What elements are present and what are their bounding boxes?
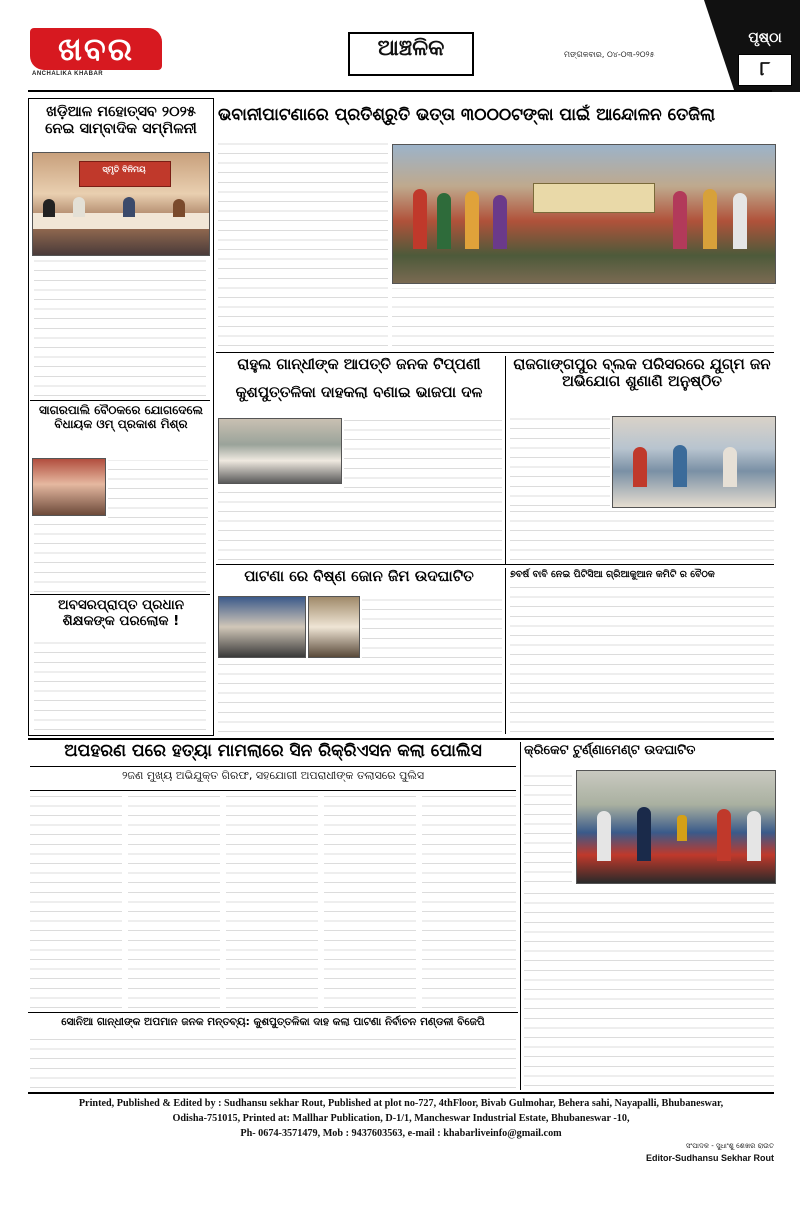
gym-body xyxy=(362,596,502,658)
divider xyxy=(30,790,516,791)
rahul-headline-2: କୁଶପୁତ୍ତଳିକା ଦାହକଲା ବଣାଇ ଭାଜପା ଦଳ xyxy=(235,383,483,401)
divider xyxy=(30,400,210,401)
murder-body-col2 xyxy=(128,796,220,1008)
kharijala-banner-text: ସ୍ମୃତି ବିନିମୟ xyxy=(102,165,146,174)
sonia-headline: ସୋନିଆ ଗାନ୍ଧୀଙ୍କ ଅପମାନ ଜନକ ମନ୍ତବ୍ୟ: କୁଶପୁତ୍ତଳିକା ଦାହ କଲା ପାଟଣା ନିର୍ବାଚନ ମଣ୍ଡଳୀ ବିଜେପି xyxy=(61,1016,485,1028)
kharijala-headline: ଖଡ଼ିଆଳ ମହୋତ୍ସବ ୨୦୨୫ ନେଇ ସାମ୍ବାଦିକ ସମ୍ମିଳନୀ xyxy=(45,104,197,137)
murder-subhead: ୨ଜଣ ମୁଖ୍ୟ ଅଭିଯୁକ୍ତ ଗିରଫ, ସହଯୋଗୀ ଅପରାଧୀଙ୍କ ତଲାସରେ ପୁଲିସ xyxy=(121,769,425,782)
cricket-body xyxy=(524,770,572,882)
rajgangpur-body-2 xyxy=(510,510,774,560)
murder-body-col1 xyxy=(30,796,122,1008)
divider xyxy=(28,738,774,740)
editor-odia: ସଂପାଦକ - ସୁଧାଂଶୁ ଶେଖର ରାଉତ xyxy=(685,1142,774,1150)
murder-body-col3 xyxy=(226,796,318,1008)
sagarpali-headline: ସାଗରପାଲି ବୈଠକରେ ଯୋଗଦେଲେ ବିଧାୟକ ଓମ୍ ପ୍ରକାଶ ମିଶ୍ର xyxy=(39,403,203,431)
protest-banner xyxy=(533,183,655,213)
bhawanipatna-headline: ଭବାନୀପାଟଣାରେ ପ୍ରତିଶ୍ରୁତି ଭତ୍ତା ୩୦୦୦ଟଙ୍କା ପାଇଁ ଆନ୍ଦୋଳନ ତେଜିଲା xyxy=(218,105,716,125)
gym-photo-2 xyxy=(308,596,360,658)
divider xyxy=(216,564,774,565)
section-label: ଆଞ୍ଚଳିକ xyxy=(377,36,445,61)
cricket-body-2 xyxy=(524,886,774,1086)
divider xyxy=(28,1012,518,1013)
divider xyxy=(30,594,210,595)
rahul-body xyxy=(344,418,502,488)
footer-line-1: Printed, Published & Edited by : Sudhansu sekhar Rout, Published at plot no-727, 4thFloor, Bivab Gulmohar, Behera sahi, Nayapalli, Bhubaneswar, xyxy=(78,1098,724,1109)
rahul-headline-1: ରାହୁଲ ଗାନ୍ଧୀଙ୍କ ଆପତ୍ତି ଜନକ ଟିପ୍ପଣୀ xyxy=(237,355,481,373)
logo-subtext: ANCHALIKA KHABAR xyxy=(32,71,104,77)
footer-rule xyxy=(28,1092,774,1094)
murder-body-col5 xyxy=(422,796,516,1008)
gym-headline: ପାଟଣା ରେ ବିଷ୍ଣ ଜୋନ ଜିମ ଉଦଘାଟିତ xyxy=(244,567,474,585)
bhawanipatna-body-2 xyxy=(392,288,774,346)
editor-en: Editor-Sudhansu Sekhar Rout xyxy=(645,1153,774,1163)
divider xyxy=(505,568,506,734)
sonia-body xyxy=(30,1036,516,1088)
masthead-rule xyxy=(28,90,772,92)
page-number: ୮ xyxy=(759,56,771,80)
murder-body-col4 xyxy=(324,796,416,1008)
kharijala-body xyxy=(34,260,206,396)
rajgangpur-photo xyxy=(612,416,776,508)
cricket-headline: କ୍ରିକେଟ ଟୁର୍ଣ୍ଣାମେଣ୍ଟ ଉଦଘାଟିତ xyxy=(524,743,696,758)
rahul-body-2 xyxy=(218,490,502,560)
teacher-headline: ଅବସରପ୍ରାପ୍ତ ପ୍ରଧାନ ଶିକ୍ଷକଙ୍କ ପରଲୋକ ! xyxy=(58,597,184,629)
divider xyxy=(30,766,516,767)
teacher-body xyxy=(34,636,206,730)
divider xyxy=(216,352,774,353)
kharijala-photo xyxy=(32,152,210,256)
bhawanipatna-body xyxy=(218,142,388,346)
logo-text: ଖବର xyxy=(57,30,135,68)
pitc-body xyxy=(510,586,774,732)
pitc-headline: ୭ବର୍ଷ ବାବି ନେଇ ପିଟିସିଆ ଗ୍ରିଆକୁଆନ କମିଟି ର ବୈଠକ xyxy=(510,569,715,580)
sagarpali-body xyxy=(108,460,208,518)
gym-body-2 xyxy=(218,660,502,732)
divider xyxy=(505,356,506,564)
rahul-photo xyxy=(218,418,342,484)
cricket-photo xyxy=(576,770,776,884)
divider xyxy=(520,742,521,1090)
footer xyxy=(28,1096,774,1176)
bhawanipatna-photo xyxy=(392,144,776,284)
rajgangpur-body xyxy=(510,416,610,506)
sagarpali-photo xyxy=(32,458,106,516)
footer-line-3: Ph- 0674-3571479, Mob : 9437603563, e-mail : khabarliveinfo@gmail.com xyxy=(240,1128,562,1139)
footer-line-2: Odisha-751015, Printed at: Mallhar Publication, D-1/1, Mancheswar Industrial Estate, Bhubaneswar -10, xyxy=(172,1113,630,1124)
murder-headline: ଅପହରଣ ପରେ ହତ୍ୟା ମାମଲାରେ ସିନ ରିକ୍ରିଏସନ କଲା ପୋଲିସ xyxy=(64,741,482,761)
rajgangpur-headline: ରାଜଗାଙ୍ଗପୁର ବ୍ଲକ ପରିସରରେ ଯୁଗ୍ମ ଜନ ଅଭିଯୋଗ ଶୁଣାଣି ଅନୁଷ୍ଠିତ xyxy=(513,355,771,391)
page-label: ପୃଷ୍ଠା xyxy=(748,30,782,46)
masthead xyxy=(0,0,800,92)
gym-photo-1 xyxy=(218,596,306,658)
sagarpali-body-2 xyxy=(34,520,206,592)
date-text: ମଙ୍ଗଳବାର, ୦୪-୦୩-୨୦୨୫ xyxy=(564,50,655,59)
logo xyxy=(30,28,162,82)
